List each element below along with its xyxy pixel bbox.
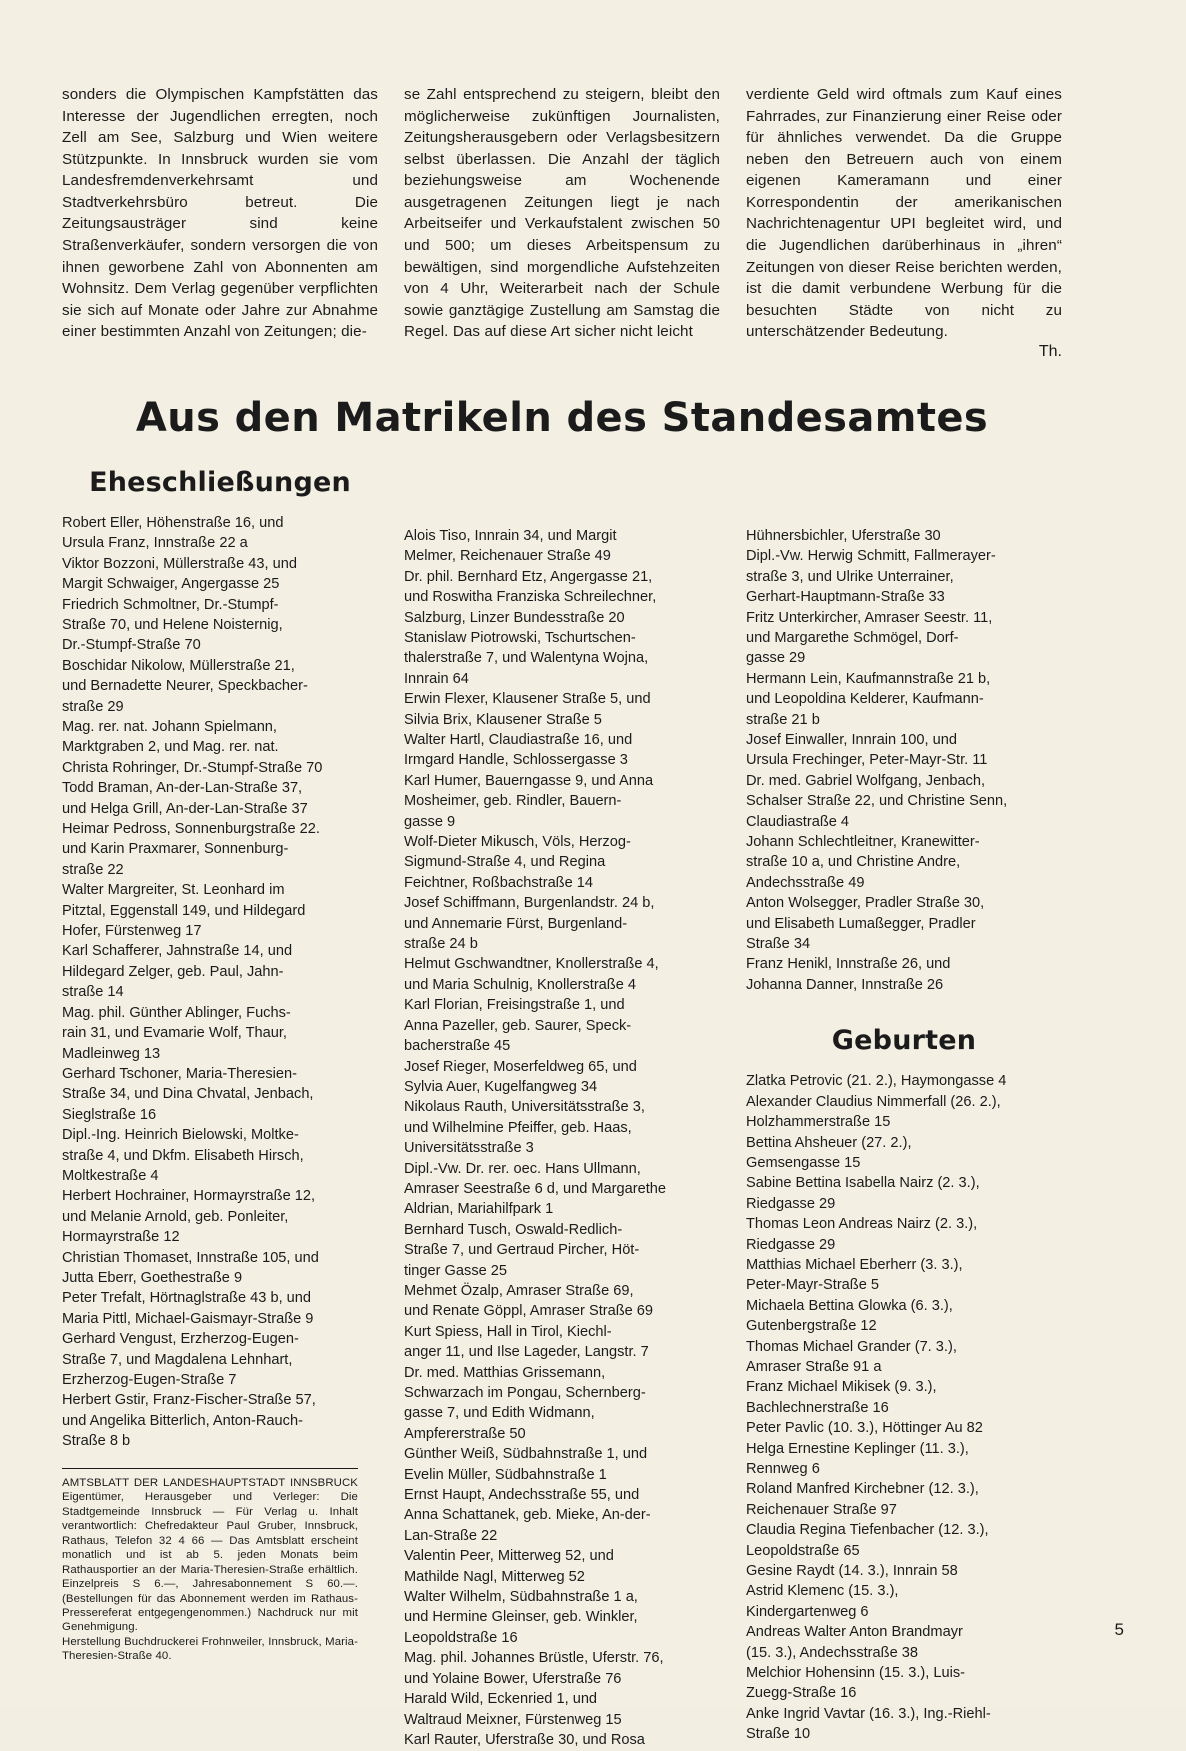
birth-entry-line: Leopoldstraße 65 [746, 1542, 860, 1559]
marriage-entry-line: Kurt Spiess, Hall in Tirol, Kiechl- [404, 1323, 612, 1340]
birth-entry-line: Sabine Bettina Isabella Nairz (2. 3.), [746, 1175, 980, 1192]
register-column-1 [62, 467, 378, 1751]
marriage-entry-line: Mathilde Nagl, Mitterweg 52 [404, 1568, 585, 1585]
birth-entry-line: Riedgasse 29 [746, 1195, 836, 1212]
marriage-entry-line: Universitätsstraße 3 [404, 1140, 534, 1157]
birth-entry-line: Anke Ingrid Vavtar (16. 3.), Ing.-Riehl- [746, 1705, 991, 1722]
marriage-entry-line: Herbert Gstir, Franz-Fischer-Straße 57, [62, 1392, 316, 1409]
birth-entry-line: Riedgasse 29 [746, 1236, 836, 1253]
marriage-entry-line: Schwarzach im Pongau, Schernberg- [404, 1385, 646, 1401]
article-text-3: verdiente Geld wird oftmals zum Kauf eines Fahrrades, zur Finanzierung einer Reise oder für ähnliches verwendet. Da die Gruppe neben den Betreuern auch von einem eigenen Kameramann und einer Korrespondentin der amerikanischen Nachrichtenagentur UPI begleitet wird, und die Jugendlichen darüberhinaus in „ihren“ Zeitungen von dieser Reise berichten werden, ist die damit verbundene Werbung für die besuchten Städte von nicht zu unterschätzender Bedeutung. [746, 86, 1062, 341]
birth-entry-line: Gesine Raydt (14. 3.), Innrain 58 [746, 1563, 958, 1580]
marriage-entry-line: Silvia Brix, Klausener Straße 5 [404, 711, 602, 728]
marriage-entry-line: und Wilhelmine Pfeiffer, geb. Haas, [404, 1119, 632, 1136]
marriage-entry-line: Valentin Peer, Mitterweg 52, und [404, 1548, 614, 1565]
birth-entry-line: (15. 3.), Andechsstraße 38 [746, 1644, 918, 1661]
marriage-entry-line: Herbert Hochrainer, Hormayrstraße 12, [62, 1188, 316, 1205]
birth-entry-line: Thomas Leon Andreas Nairz (2. 3.), [746, 1216, 978, 1233]
marriage-entry-line: Margit Schwaiger, Angergasse 25 [62, 576, 280, 593]
marriage-entry-line: Hofer, Fürstenweg 17 [62, 923, 202, 940]
marriage-entry-line: Viktor Bozzoni, Müllerstraße 43, und [62, 555, 297, 572]
marriage-entry-line: und Helga Grill, An-der-Lan-Straße 37 [62, 800, 308, 817]
page-number: 5 [1114, 1620, 1124, 1639]
marriage-entry-line: Erzherzog-Eugen-Straße 7 [62, 1372, 237, 1388]
marriage-entry-line: Karl Florian, Freisingstraße 1, und [404, 997, 625, 1014]
marriage-entry-line: Peter Trefalt, Hörtnaglstraße 43 b, und [62, 1290, 312, 1307]
marriage-entry-line: Dr. phil. Bernhard Etz, Angergasse 21, [404, 568, 653, 585]
marriage-entry-line: Andechsstraße 49 [746, 874, 865, 891]
marriage-entry-line: Dr. med. Gabriel Wolfgang, Jenbach, [746, 772, 986, 789]
marriage-entry-line: Straße 7, und Magdalena Lehnhart, [62, 1351, 293, 1368]
marriage-entry-line: Josef Schiffmann, Burgenlandstr. 24 b, [404, 895, 655, 912]
marriage-entry-line: Straße 34 [746, 936, 811, 953]
marriage-entry-line: Dipl.-Ing. Heinrich Bielowski, Moltke- [62, 1127, 299, 1144]
page-title: Aus den Matrikeln des Standesamtes [135, 394, 989, 441]
marriage-entry-line: tinger Gasse 25 [404, 1262, 508, 1279]
marriage-entry-line: Straße 8 b [62, 1433, 131, 1450]
marriage-entry-line: Alois Tiso, Innrain 34, und Margit [404, 527, 617, 544]
marriage-entry-line: Stanislaw Piotrowski, Tschurtschen- [404, 629, 636, 646]
birth-entry-line: Helga Ernestine Keplinger (11. 3.), [746, 1440, 969, 1457]
marriage-entry-line: Amraser Seestraße 6 d, und Margarethe [404, 1180, 667, 1197]
birth-entry-line: Reichenauer Straße 97 [746, 1501, 897, 1518]
birth-entry-line: Michaela Bettina Glowka (6. 3.), [746, 1297, 953, 1314]
marriage-entry-line: und Leopoldina Kelderer, Kaufmann- [746, 691, 984, 708]
marriage-entry-line: Wolf-Dieter Mikusch, Völs, Herzog- [404, 834, 631, 851]
article-text-2: se Zahl entsprechend zu steigern, bleibt den möglicherweise zukünftigen Journalisten, Zeitungsherausgebern oder Verlagsbesitzern selbst überlassen. Die Anzahl der täglich beziehungsweise am Wochenende ausgetragenen Zeitungen liegt je nach Arbeitseifer und Verkaufstalent zwischen 50 und 500; um dieses Arbeitspensum zu bewältigen, sind morgendliche Aufstehzeiten von 4 Uhr, Weiterarbeit nach der Schule sowie ganztägige Zustellung am Samstag die Regel. Das auf diese Art sicher nicht leicht [404, 86, 720, 341]
birth-entry-line: Amraser Straße 91 a [746, 1358, 882, 1375]
marriage-entry-line: Madleinweg 13 [62, 1045, 161, 1062]
marriage-entry-line: straße 22 [62, 861, 124, 878]
imprint-printer: Herstellung Buchdruckerei Frohnweiler, Innsbruck, Maria-Theresien-Straße 40. [62, 1635, 358, 1663]
birth-entry-line: Zlatka Petrovic (21. 2.), Haymongasse 4 [746, 1073, 1007, 1090]
marriage-entry-line: straße 24 b [404, 936, 478, 953]
marriage-entry-line: Mehmet Özalp, Amraser Straße 69, [404, 1282, 634, 1299]
marriage-entry-line: Claudiastraße 4 [746, 813, 850, 830]
article-signature: Th. [1038, 342, 1062, 360]
marriage-entry-line: Leopoldstraße 16 [404, 1629, 518, 1646]
marriage-entry-line: Straße 7, und Gertraud Pircher, Höt- [404, 1242, 640, 1259]
marriage-entry-line: Sigmund-Straße 4, und Regina [404, 854, 606, 871]
marriage-entry-line: Walter Margreiter, St. Leonhard im [62, 882, 285, 899]
marriage-entry-line: Christian Thomaset, Innstraße 105, und [62, 1249, 319, 1266]
marriage-entry-line: Bernhard Tusch, Oswald-Redlich- [404, 1221, 623, 1238]
article-column-3 [746, 84, 1062, 361]
page-content [62, 84, 1062, 1751]
marriage-entry-line: und Roswitha Franziska Schreilechner, [404, 589, 657, 606]
birth-entry-line: Matthias Michael Eberherr (3. 3.), [746, 1256, 963, 1273]
marriage-entry-line: straße 10 a, und Christine Andre, [746, 854, 961, 871]
marriage-entry-line: Josef Einwaller, Innrain 100, und [746, 732, 957, 748]
marriage-entry-line: Straße 34, und Dina Chvatal, Jenbach, [62, 1086, 314, 1103]
marriage-entry-line: Walter Wilhelm, Südbahnstraße 1 a, [404, 1589, 638, 1606]
marriage-entry-line: Innrain 64 [404, 670, 469, 687]
marriage-entry-line: Hühnersbichler, Uferstraße 30 [746, 527, 941, 544]
imprint-box [62, 1468, 358, 1664]
marriage-entry-line: und Maria Schulnig, Knollerstraße 4 [404, 976, 636, 993]
marriage-entry-line: Salzburg, Linzer Bundesstraße 20 [404, 609, 625, 626]
marriage-entry-line: Johann Schlechtleitner, Kranewitter- [746, 834, 980, 851]
marriage-entry-line: Dipl.-Vw. Herwig Schmitt, Fallmerayer- [746, 548, 996, 565]
marriage-entry-line: und Renate Göppl, Amraser Straße 69 [404, 1303, 654, 1320]
marriage-entry-line: Karl Humer, Bauerngasse 9, und Anna [404, 772, 654, 789]
birth-entry-line: Holzhammerstraße 15 [746, 1114, 891, 1131]
marriages-list-3 [746, 527, 1062, 995]
marriage-entry-line: Heimar Pedross, Sonnenburgstraße 22. [62, 821, 320, 838]
marriage-entry-line: Hildegard Zelger, geb. Paul, Jahn- [62, 963, 284, 980]
birth-entry-line: Alexander Claudius Nimmerfall (26. 2.), [746, 1093, 1001, 1110]
marriage-entry-line: Boschidar Nikolow, Müllerstraße 21, [62, 657, 295, 674]
marriage-entry-line: Pitztal, Eggenstall 149, und Hildegard [62, 902, 306, 919]
marriage-entry-line: Waltraud Meixner, Fürstenweg 15 [404, 1711, 622, 1728]
birth-entry-line: Straße 10 [746, 1726, 811, 1743]
marriage-entry-line: Walter Hartl, Claudiastraße 16, und [404, 732, 633, 748]
marriage-entry-line: und Elisabeth Lumaßegger, Pradler [746, 915, 976, 932]
birth-entry-line: Zuegg-Straße 16 [746, 1685, 857, 1702]
marriage-entry-line: Erwin Flexer, Klausener Straße 5, und [404, 691, 651, 708]
marriage-entry-line: Nikolaus Rauth, Universitätsstraße 3, [404, 1099, 645, 1116]
marriage-entry-line: und Bernadette Neurer, Speckbacher- [62, 678, 308, 695]
register-column-2 [404, 467, 720, 1751]
birth-entry-line: Bettina Ahsheuer (27. 2.), [746, 1134, 912, 1151]
marriage-entry-line: Gerhart-Hauptmann-Straße 33 [746, 589, 945, 606]
marriage-entry-line: Schalser Straße 22, und Christine Senn, [746, 793, 1008, 810]
marriages-list-2 [404, 527, 720, 1750]
marriage-entry-line: straße 4, und Dkfm. Elisabeth Hirsch, [62, 1147, 304, 1164]
marriage-entry-line: Jutta Eberr, Goethestraße 9 [62, 1269, 243, 1286]
marriage-entry-line: Anna Pazeller, geb. Saurer, Speck- [404, 1017, 632, 1034]
marriage-entry-line: Maria Pittl, Michael-Gaismayr-Straße 9 [62, 1310, 314, 1327]
marriage-entry-line: Lan-Straße 22 [404, 1527, 498, 1544]
marriage-entry-line: Anton Wolsegger, Pradler Straße 30, [746, 895, 985, 912]
marriage-entry-line: und Melanie Arnold, geb. Ponleiter, [62, 1208, 289, 1225]
marriage-entry-line: Karl Schafferer, Jahnstraße 14, und [62, 943, 293, 960]
marriage-entry-line: und Margarethe Schmögel, Dorf- [746, 629, 959, 646]
article-columns [62, 84, 1062, 361]
section-title-marriages: Eheschließungen [89, 466, 351, 498]
births-list [746, 1072, 1062, 1744]
marriage-entry-line: Dr. med. Matthias Grissemann, [404, 1364, 606, 1381]
marriage-entry-line: Gerhard Tschoner, Maria-Theresien- [62, 1065, 297, 1082]
birth-entry-line: Kindergartenweg 6 [746, 1603, 869, 1620]
birth-entry-line: Claudia Regina Tiefenbacher (12. 3.), [746, 1522, 989, 1539]
marriage-entry-line: Melmer, Reichenauer Straße 49 [404, 548, 611, 565]
marriage-entry-line: Günther Weiß, Südbahnstraße 1, und [404, 1446, 648, 1463]
marriage-entry-line: Fritz Unterkircher, Amraser Seestr. 11, [746, 609, 993, 626]
marriage-entry-line: und Angelika Bitterlich, Anton-Rauch- [62, 1412, 303, 1429]
marriage-entry-line: Dipl.-Vw. Dr. rer. oec. Hans Ullmann, [404, 1160, 641, 1177]
marriage-entry-line: Karl Rauter, Uferstraße 30, und Rosa [404, 1731, 645, 1748]
marriage-entry-line: Christa Rohringer, Dr.-Stumpf-Straße 70 [62, 759, 323, 776]
marriage-entry-line: und Hermine Gleinser, geb. Winkler, [404, 1609, 638, 1626]
marriage-entry-line: Mag. phil. Günther Ablinger, Fuchs- [62, 1004, 291, 1021]
birth-entry-line: Astrid Klemenc (15. 3.), [746, 1583, 899, 1600]
marriage-entry-line: Ernst Haupt, Andechsstraße 55, und [404, 1487, 640, 1504]
marriage-entry-line: gasse 9 [404, 813, 456, 830]
marriage-entry-line: Moltkestraße 4 [62, 1167, 159, 1184]
marriage-entry-line: Ursula Frechinger, Peter-Mayr-Str. 11 [746, 752, 988, 769]
marriage-entry-line: Aldrian, Mariahilfpark 1 [404, 1201, 554, 1218]
article-column-1 [62, 84, 378, 361]
marriage-entry-line: Todd Braman, An-der-Lan-Straße 37, [62, 780, 303, 797]
article-text-1: sonders die Olympischen Kampfstätten das Interesse der Jugendlichen erregten, noch Zell am See, Salzburg und Wien weitere Stützpunkte. In Innsbruck wurden sie vom Landesfremdenverkehrsamt und Stadtverkehrsbüro betreut. Die Zeitungsausträger sind keine Straßenverkäufer, sondern versorgen die von ihnen geworbene Zahl von Abonnenten am Wohnsitz. Dem Verlag gegenüber verpflichten sie sich auf Monate oder Jahre zur Abnahme einer bestimmten Anzahl von Zeitungen; die- [62, 86, 378, 341]
marriage-entry-line: Irmgard Handle, Schlossergasse 3 [404, 752, 628, 769]
marriage-entry-line: Sieglstraße 16 [62, 1106, 157, 1123]
birth-entry-line: Bachlechnerstraße 16 [746, 1399, 889, 1416]
marriage-entry-line: Franz Henikl, Innstraße 26, und [746, 956, 951, 973]
birth-entry-line: Andreas Walter Anton Brandmayr [746, 1624, 963, 1641]
birth-entry-line: Gemsengasse 15 [746, 1154, 861, 1171]
marriage-entry-line: Friedrich Schmoltner, Dr.-Stumpf- [62, 596, 279, 613]
marriage-entry-line: straße 29 [62, 698, 124, 715]
marriage-entry-line: thalerstraße 7, und Walentyna Wojna, [404, 650, 649, 667]
marriage-entry-line: Sylvia Auer, Kugelfangweg 34 [404, 1078, 598, 1095]
marriage-entry-line: und Yolaine Bower, Uferstraße 76 [404, 1670, 622, 1687]
marriage-entry-line: Mosheimer, geb. Rindler, Bauern- [404, 793, 622, 810]
marriage-entry-line: Ampfererstraße 50 [404, 1425, 526, 1442]
marriage-entry-line: Robert Eller, Höhenstraße 16, und [62, 514, 284, 531]
marriage-entry-line: gasse 29 [746, 650, 806, 667]
marriage-entry-line: Straße 70, und Helene Noisternig, [62, 616, 283, 633]
marriage-entry-line: bacherstraße 45 [404, 1038, 511, 1055]
marriage-entry-line: Josef Rieger, Moserfeldweg 65, und [404, 1058, 637, 1075]
marriage-entry-line: und Annemarie Fürst, Burgenland- [404, 915, 628, 932]
marriage-entry-line: Helmut Gschwandtner, Knollerstraße 4, [404, 956, 659, 973]
marriage-entry-line: Dr.-Stumpf-Straße 70 [62, 637, 201, 654]
marriage-entry-line: Harald Wild, Eckenried 1, und [404, 1691, 598, 1708]
birth-entry-line: Franz Michael Mikisek (9. 3.), [746, 1379, 937, 1396]
marriage-entry-line: anger 11, und Ilse Lageder, Langstr. 7 [404, 1344, 649, 1361]
marriage-entry-line: und Karin Praxmarer, Sonnenburg- [62, 841, 289, 858]
marriage-entry-line: Marktgraben 2, und Mag. rer. nat. [62, 739, 279, 756]
birth-entry-line: Roland Manfred Kirchebner (12. 3.), [746, 1481, 979, 1498]
marriage-entry-line: Anna Schattanek, geb. Mieke, An-der- [404, 1507, 651, 1524]
birth-entry-line: Thomas Michael Grander (7. 3.), [746, 1338, 957, 1355]
marriage-entry-line: Feichtner, Roßbachstraße 14 [404, 874, 593, 891]
section-title-births: Geburten [831, 1025, 977, 1057]
birth-entry-line: Peter-Mayr-Straße 5 [746, 1277, 879, 1294]
marriages-list-1 [62, 514, 378, 1452]
marriage-entry-line: straße 14 [62, 984, 124, 1001]
marriage-entry-line: Hermann Lein, Kaufmannstraße 21 b, [746, 670, 991, 687]
marriage-entry-line: gasse 7, und Edith Widmann, [404, 1405, 595, 1422]
register-column-3 [746, 467, 1062, 1751]
marriage-entry-line: Ursula Franz, Innstraße 22 a [62, 535, 248, 552]
marriage-entry-line: Evelin Müller, Südbahnstraße 1 [404, 1466, 607, 1483]
marriage-entry-line: straße 21 b [746, 711, 820, 728]
birth-entry-line: Melchior Hohensinn (15. 3.), Luis- [746, 1665, 966, 1682]
marriage-entry-line: rain 31, und Evamarie Wolf, Thaur, [62, 1025, 287, 1042]
birth-entry-line: Peter Pavlic (10. 3.), Höttinger Au 82 [746, 1420, 983, 1437]
marriage-entry-line: Johanna Danner, Innstraße 26 [746, 976, 944, 993]
marriage-entry-line: straße 3, und Ulrike Unterrainer, [746, 568, 954, 585]
marriage-entry-line: Gerhard Vengust, Erzherzog-Eugen- [62, 1331, 299, 1348]
marriage-entry-line: Hormayrstraße 12 [62, 1229, 180, 1246]
register-columns [62, 467, 1062, 1751]
birth-entry-line: Gutenbergstraße 12 [746, 1318, 877, 1335]
marriage-entry-line: Mag. rer. nat. Johann Spielmann, [62, 719, 277, 735]
marriage-entry-line: Mag. phil. Johannes Brüstle, Uferstr. 76, [404, 1650, 664, 1667]
article-column-2 [404, 84, 720, 361]
birth-entry-line: Rennweg 6 [746, 1461, 820, 1477]
imprint-text: AMTSBLATT DER LANDESHAUPTSTADT INNSBRUCK Eigentümer, Herausgeber und Verleger: Die Stadtgemeinde Innsbruck — Für Verlag u. Inhalt verantwortlich: Chefredakteur Paul Gruber, Innsbruck, Rathaus, Telefon 32 4 66 — Das Amtsblatt erscheint monatlich und ist ab 5. jeden Monats beim Rathausportier an der Maria-Theresien-Straße erhältlich. Einzelpreis S 6.—, Jahresabonnement S 60.—. (Bestellungen für das Abonnement werden im Rathaus-Pressereferat entgegengenommen.) Nachdruck nur mit Genehmigung. [62, 1476, 358, 1634]
